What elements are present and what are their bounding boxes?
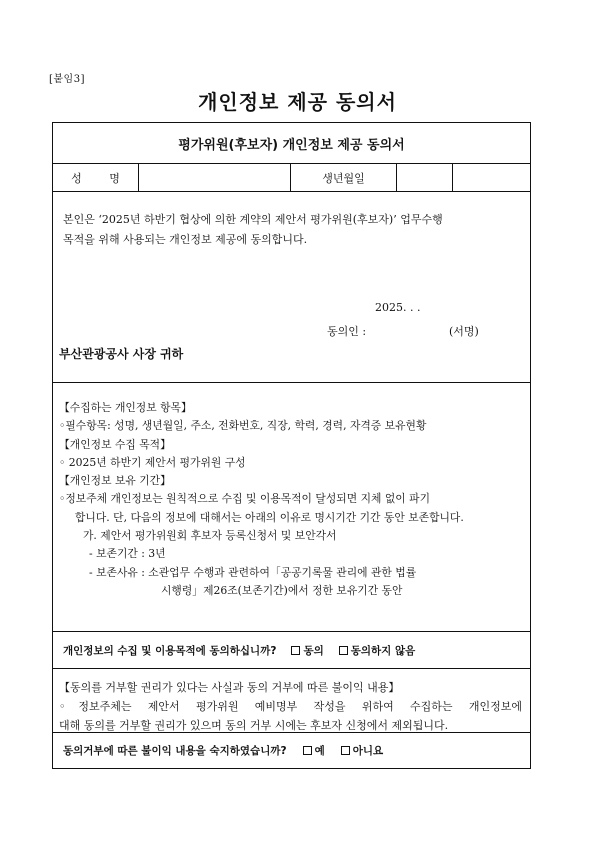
detail-text: - 보존기간 : 3년 bbox=[89, 547, 166, 561]
consent-text-line: 본인은 ‘2025년 하반기 협상에 의한 계약의 제안서 평가위원(후보자)’ 업무수행 bbox=[63, 213, 443, 226]
name-field[interactable] bbox=[139, 164, 291, 191]
section-header: 【개인정보 수집 목적】 bbox=[59, 437, 171, 451]
detail-text: 시행령」제26조(보존기간)에서 정한 보유기간 동안 bbox=[161, 583, 403, 597]
birth-date-field[interactable] bbox=[397, 164, 453, 191]
checkbox-icon[interactable] bbox=[339, 646, 348, 655]
consent-date: 2025. . . bbox=[375, 301, 421, 314]
attachment-label: [붙임3] bbox=[49, 74, 85, 85]
section-header: 【개인정보 보유 기간】 bbox=[59, 474, 171, 488]
detail-text: ◦정보주체는 제안서 평가위원 예비명부 작성을 위하여 수집하는 개인정보에 bbox=[59, 700, 522, 713]
section-header: 【동의를 거부할 권리가 있다는 사실과 동의 거부에 따른 불이익 내용】 bbox=[59, 681, 400, 694]
detail-text: ◦ 2025년 하반기 제안서 평가위원 구성 bbox=[59, 455, 246, 469]
detail-text: ◦필수항목: 성명, 생년월일, 주소, 전화번호, 직장, 학력, 경력, 자격증 보유현황 bbox=[59, 419, 427, 433]
signer-label: 동의인 : bbox=[327, 325, 367, 338]
checkbox-icon[interactable] bbox=[291, 646, 300, 655]
refusal-rights bbox=[53, 669, 530, 733]
page-title: 개인정보 제공 동의서 bbox=[198, 90, 397, 114]
detail-text: ◦정보주체 개인정보는 원칙적으로 수집 및 이용목적이 달성되면 지체 없이 파기 bbox=[59, 492, 431, 506]
agree-option[interactable] bbox=[291, 643, 323, 658]
yes-option[interactable] bbox=[303, 743, 325, 758]
consent-form bbox=[52, 122, 531, 769]
detail-text: 합니다. 단, 다음의 정보에 대해서는 아래의 이유로 명시기간 기간 동안 보존합니다. bbox=[75, 510, 464, 524]
name-label: 성 명 bbox=[53, 164, 139, 191]
empty-cell bbox=[453, 164, 530, 191]
personal-info-row bbox=[53, 164, 530, 192]
checkbox-icon[interactable] bbox=[303, 746, 312, 755]
no-option[interactable] bbox=[341, 743, 383, 758]
signature-label: (서명) bbox=[449, 325, 479, 338]
yes-label: 예 bbox=[314, 745, 325, 757]
acknowledge-question: 동의거부에 따른 불이익 내용을 숙지하였습니까? bbox=[63, 745, 287, 757]
no-label: 아니요 bbox=[352, 745, 384, 757]
consent-question: 개인정보의 수집 및 이용목적에 동의하십니까? bbox=[63, 644, 277, 657]
consent-text-line: 목적을 위해 사용되는 개인정보 제공에 동의합니다. bbox=[63, 233, 308, 246]
consent-statement bbox=[53, 192, 530, 383]
detail-text: 대해 동의를 거부할 권리가 있으며 동의 거부 시에는 후보자 신청에서 제외됩니다. bbox=[59, 719, 449, 732]
section-header: 【수집하는 개인정보 항목】 bbox=[59, 401, 192, 414]
form-header: 평가위원(후보자) 개인정보 제공 동의서 bbox=[53, 123, 530, 164]
acknowledge-question-row bbox=[53, 733, 530, 768]
privacy-details bbox=[53, 383, 530, 632]
checkbox-icon[interactable] bbox=[341, 746, 350, 755]
detail-text: 가. 제안서 평가위원회 후보자 등록신청서 및 보안각서 bbox=[83, 529, 337, 543]
disagree-option[interactable] bbox=[339, 643, 416, 658]
birth-date-label: 생년월일 bbox=[291, 164, 397, 191]
disagree-label: 동의하지 않음 bbox=[350, 644, 416, 657]
consent-question-row bbox=[53, 632, 530, 669]
detail-text: - 보존사유 : 소관업무 수행과 관련하여「공공기록물 관리에 관한 법률 bbox=[89, 565, 417, 579]
recipient: 부산관광공사 사장 귀하 bbox=[59, 347, 184, 361]
agree-label: 동의 bbox=[303, 644, 324, 657]
